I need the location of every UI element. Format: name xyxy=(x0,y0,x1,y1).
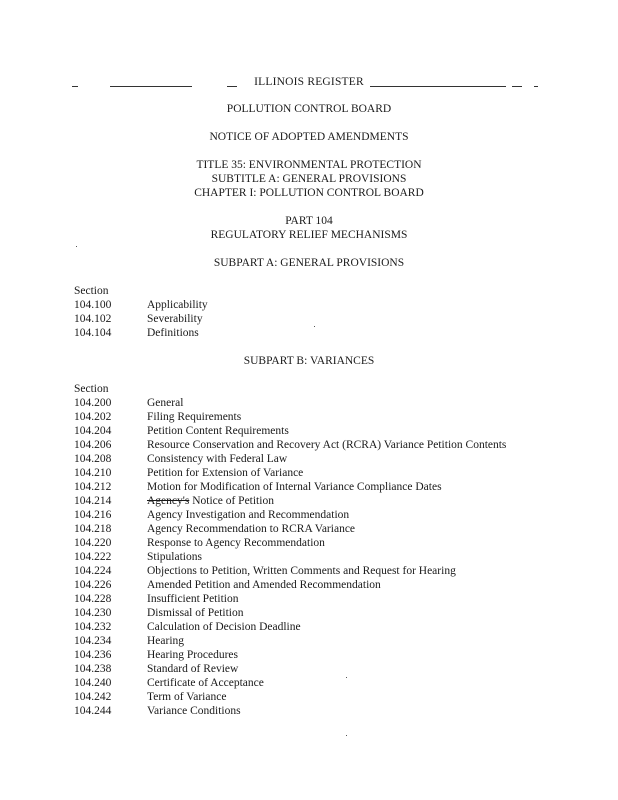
section-title: Dismissal of Petition xyxy=(147,607,244,619)
section-number: 104.216 xyxy=(74,509,112,521)
section-number: 104.100 xyxy=(74,299,112,311)
section-number: 104.238 xyxy=(74,663,112,675)
part-name-heading: REGULATORY RELIEF MECHANISMS xyxy=(210,229,408,241)
section-title: Amended Petition and Amended Recommendation xyxy=(147,579,381,591)
subpart-a-section-label: Section xyxy=(74,285,109,297)
section-title: Calculation of Decision Deadline xyxy=(147,621,301,633)
section-title-remainder: Notice of Petition xyxy=(189,495,274,507)
section-number: 104.214 xyxy=(74,495,112,507)
section-number: 104.210 xyxy=(74,467,112,479)
register-title: ILLINOIS REGISTER xyxy=(254,76,364,88)
section-title: Motion for Modification of Internal Variance Compliance Dates xyxy=(147,481,442,493)
subpart-b-section-label: Section xyxy=(74,383,109,395)
section-number: 104.236 xyxy=(74,649,112,661)
title-heading: TITLE 35: ENVIRONMENTAL PROTECTION xyxy=(196,159,422,171)
part-heading: PART 104 xyxy=(285,215,333,227)
section-title: Response to Agency Recommendation xyxy=(147,537,325,549)
section-title: Filing Requirements xyxy=(147,411,242,423)
section-number: 104.226 xyxy=(74,579,112,591)
section-number: 104.208 xyxy=(74,453,112,465)
section-title: General xyxy=(147,397,184,409)
scan-speck xyxy=(76,246,77,247)
section-number: 104.200 xyxy=(74,397,112,409)
section-title: Hearing Procedures xyxy=(147,649,239,661)
section-title: Hearing xyxy=(147,635,185,647)
section-title: Stipulations xyxy=(147,551,202,563)
section-number: 104.234 xyxy=(74,635,112,647)
board-heading: POLLUTION CONTROL BOARD xyxy=(226,103,392,115)
section-number: 104.220 xyxy=(74,537,112,549)
section-number: 104.244 xyxy=(74,705,112,717)
section-number: 104.218 xyxy=(74,523,112,535)
section-number: 104.240 xyxy=(74,677,112,689)
section-title: Term of Variance xyxy=(147,691,227,703)
section-title: Certificate of Acceptance xyxy=(147,677,264,689)
section-number: 104.222 xyxy=(74,551,112,563)
section-number: 104.228 xyxy=(74,593,112,605)
section-number: 104.206 xyxy=(74,439,112,451)
struck-text: Agency's xyxy=(147,495,190,507)
section-title xyxy=(147,494,274,508)
section-title: Petition Content Requirements xyxy=(147,425,289,437)
section-title: Petition for Extension of Variance xyxy=(147,467,304,479)
scan-speck xyxy=(314,326,315,327)
subpart-b-title: SUBPART B: VARIANCES xyxy=(243,355,375,367)
section-title: Insufficient Petition xyxy=(147,593,239,605)
scan-speck xyxy=(346,735,347,736)
section-number: 104.230 xyxy=(74,607,112,619)
section-number: 104.102 xyxy=(74,313,112,325)
section-title: Consistency with Federal Law xyxy=(147,453,288,465)
section-title: Severability xyxy=(147,313,203,325)
section-number: 104.204 xyxy=(74,425,112,437)
section-title: Agency Recommendation to RCRA Variance xyxy=(147,523,356,535)
section-title: Definitions xyxy=(147,327,199,339)
section-number: 104.212 xyxy=(74,481,112,493)
section-number: 104.242 xyxy=(74,691,112,703)
section-title: Agency Investigation and Recommendation xyxy=(147,509,350,521)
section-title: Variance Conditions xyxy=(147,705,241,717)
section-number: 104.232 xyxy=(74,621,112,633)
section-number: 104.202 xyxy=(74,411,112,423)
section-number: 104.224 xyxy=(74,565,112,577)
section-title: Applicability xyxy=(147,299,208,311)
section-title: Resource Conservation and Recovery Act (RCRA) Variance Petition Contents xyxy=(147,439,507,451)
subpart-a-title: SUBPART A: GENERAL PROVISIONS xyxy=(213,257,405,269)
notice-heading: NOTICE OF ADOPTED AMENDMENTS xyxy=(209,131,409,143)
section-title: Objections to Petition, Written Comments and Request for Hearing xyxy=(147,565,456,577)
scan-speck xyxy=(346,677,347,678)
chapter-heading: CHAPTER I: POLLUTION CONTROL BOARD xyxy=(194,187,424,199)
subtitle-heading: SUBTITLE A: GENERAL PROVISIONS xyxy=(211,173,407,185)
section-title: Standard of Review xyxy=(147,663,239,675)
section-number: 104.104 xyxy=(74,327,112,339)
